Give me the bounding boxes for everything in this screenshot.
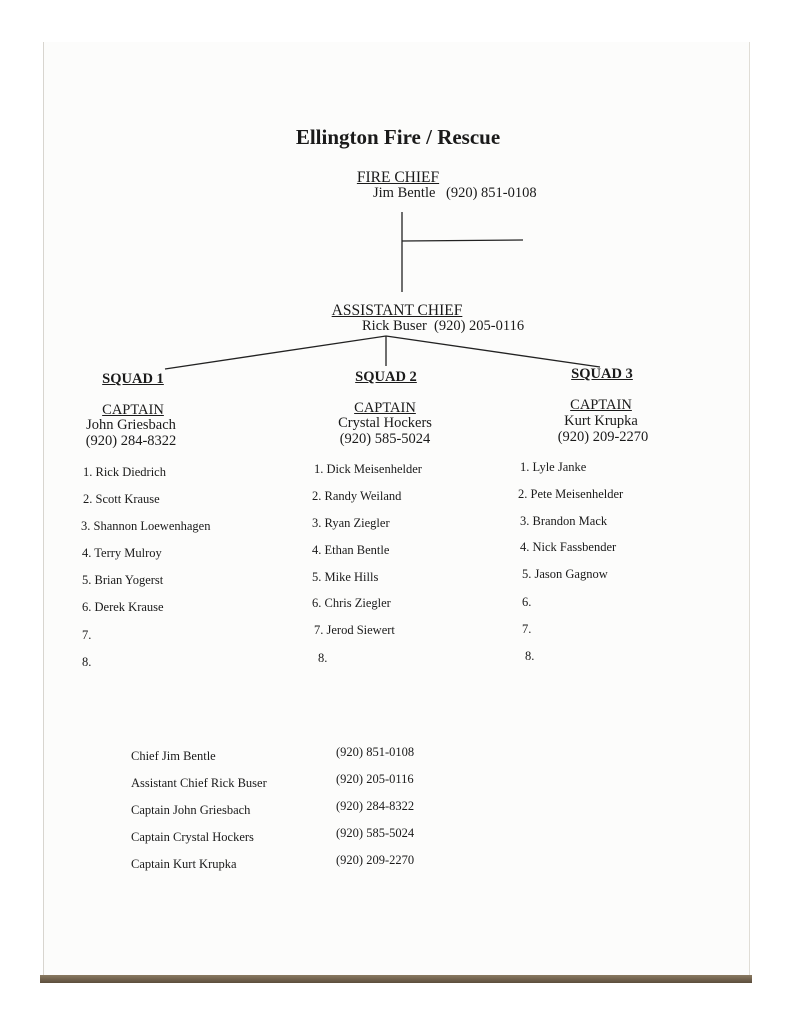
squad-3-member: 6.: [522, 595, 532, 609]
squad-2-member: 8.: [318, 651, 328, 665]
squad-2-member: 1. Dick Meisenhelder: [314, 462, 422, 476]
chief-horizontal-branch: [402, 240, 523, 241]
contact-name: Captain John Griesbach: [131, 803, 251, 817]
fire-chief-phone: (920) 851-0108: [446, 185, 537, 201]
squad-1-member: 2. Scott Krause: [83, 492, 160, 506]
squad-2-member: 3. Ryan Ziegler: [312, 516, 390, 530]
squad-3-captain-heading: CAPTAIN: [570, 397, 632, 413]
squad-1-member: 1. Rick Diedrich: [83, 465, 166, 479]
squad-1-captain-name: John Griesbach: [86, 417, 176, 433]
contact-name: Captain Kurt Krupka: [131, 857, 237, 871]
squad-3-member: 1. Lyle Janke: [520, 460, 587, 474]
assistant-chief-phone: (920) 205-0116: [434, 318, 525, 334]
squad-3-member: 3. Brandon Mack: [520, 514, 608, 528]
squad-2-member: 4. Ethan Bentle: [312, 543, 390, 557]
squad-1-member: 6. Derek Krause: [82, 600, 164, 614]
contact-phone: (920) 205-0116: [336, 772, 414, 786]
squad-1-member: 4. Terry Mulroy: [82, 546, 162, 560]
line-to-squad-3: [386, 336, 600, 367]
squad-1-member: 8.: [82, 655, 92, 669]
contact-name: Chief Jim Bentle: [131, 749, 216, 763]
squad-1-member: 3. Shannon Loewenhagen: [81, 519, 211, 533]
squad-2-member: 7. Jerod Siewert: [314, 623, 395, 637]
squad-1-heading: SQUAD 1: [102, 371, 164, 387]
squad-3-member: 8.: [525, 649, 535, 663]
contact-phone: (920) 209-2270: [336, 853, 415, 867]
squad-2-captain-heading: CAPTAIN: [354, 400, 416, 416]
squad-1-captain-heading: CAPTAIN: [102, 402, 164, 418]
squad-3-captain-phone: (920) 209-2270: [557, 429, 649, 445]
page-title: Ellington Fire / Rescue: [295, 125, 501, 149]
contact-phone: (920) 284-8322: [336, 799, 415, 813]
squad-3-member: 2. Pete Meisenhelder: [518, 487, 624, 501]
squad-1-member: 7.: [82, 628, 92, 642]
fire-chief-heading: FIRE CHIEF: [356, 169, 440, 186]
squad-2-member: 5. Mike Hills: [312, 570, 379, 584]
squad-1-member: 5. Brian Yogerst: [82, 573, 164, 587]
contact-phone: (920) 585-5024: [336, 826, 415, 840]
squad-3-heading: SQUAD 3: [571, 366, 633, 382]
contact-name: Captain Crystal Hockers: [131, 830, 254, 844]
squad-2-member: 2. Randy Weiland: [312, 489, 402, 503]
squad-2-heading: SQUAD 2: [355, 369, 417, 385]
contact-name: Assistant Chief Rick Buser: [131, 776, 267, 790]
squad-2-captain-name: Crystal Hockers: [338, 415, 432, 431]
assistant-chief-name: Rick Buser: [362, 318, 427, 334]
squad-2-captain-phone: (920) 585-5024: [339, 431, 431, 447]
squad-3-captain-name: Kurt Krupka: [564, 413, 638, 429]
assistant-chief-heading: ASSISTANT CHIEF: [331, 302, 463, 319]
squad-2-member: 6. Chris Ziegler: [312, 596, 391, 610]
squad-3-member: 5. Jason Gagnow: [522, 567, 608, 581]
squad-1-captain-phone: (920) 284-8322: [85, 433, 177, 449]
fire-chief-name: Jim Bentle: [373, 185, 436, 201]
squad-3-member: 4. Nick Fassbender: [520, 540, 617, 554]
line-to-squad-1: [165, 336, 386, 369]
squad-3-member: 7.: [522, 622, 532, 636]
contact-phone: (920) 851-0108: [336, 745, 415, 759]
